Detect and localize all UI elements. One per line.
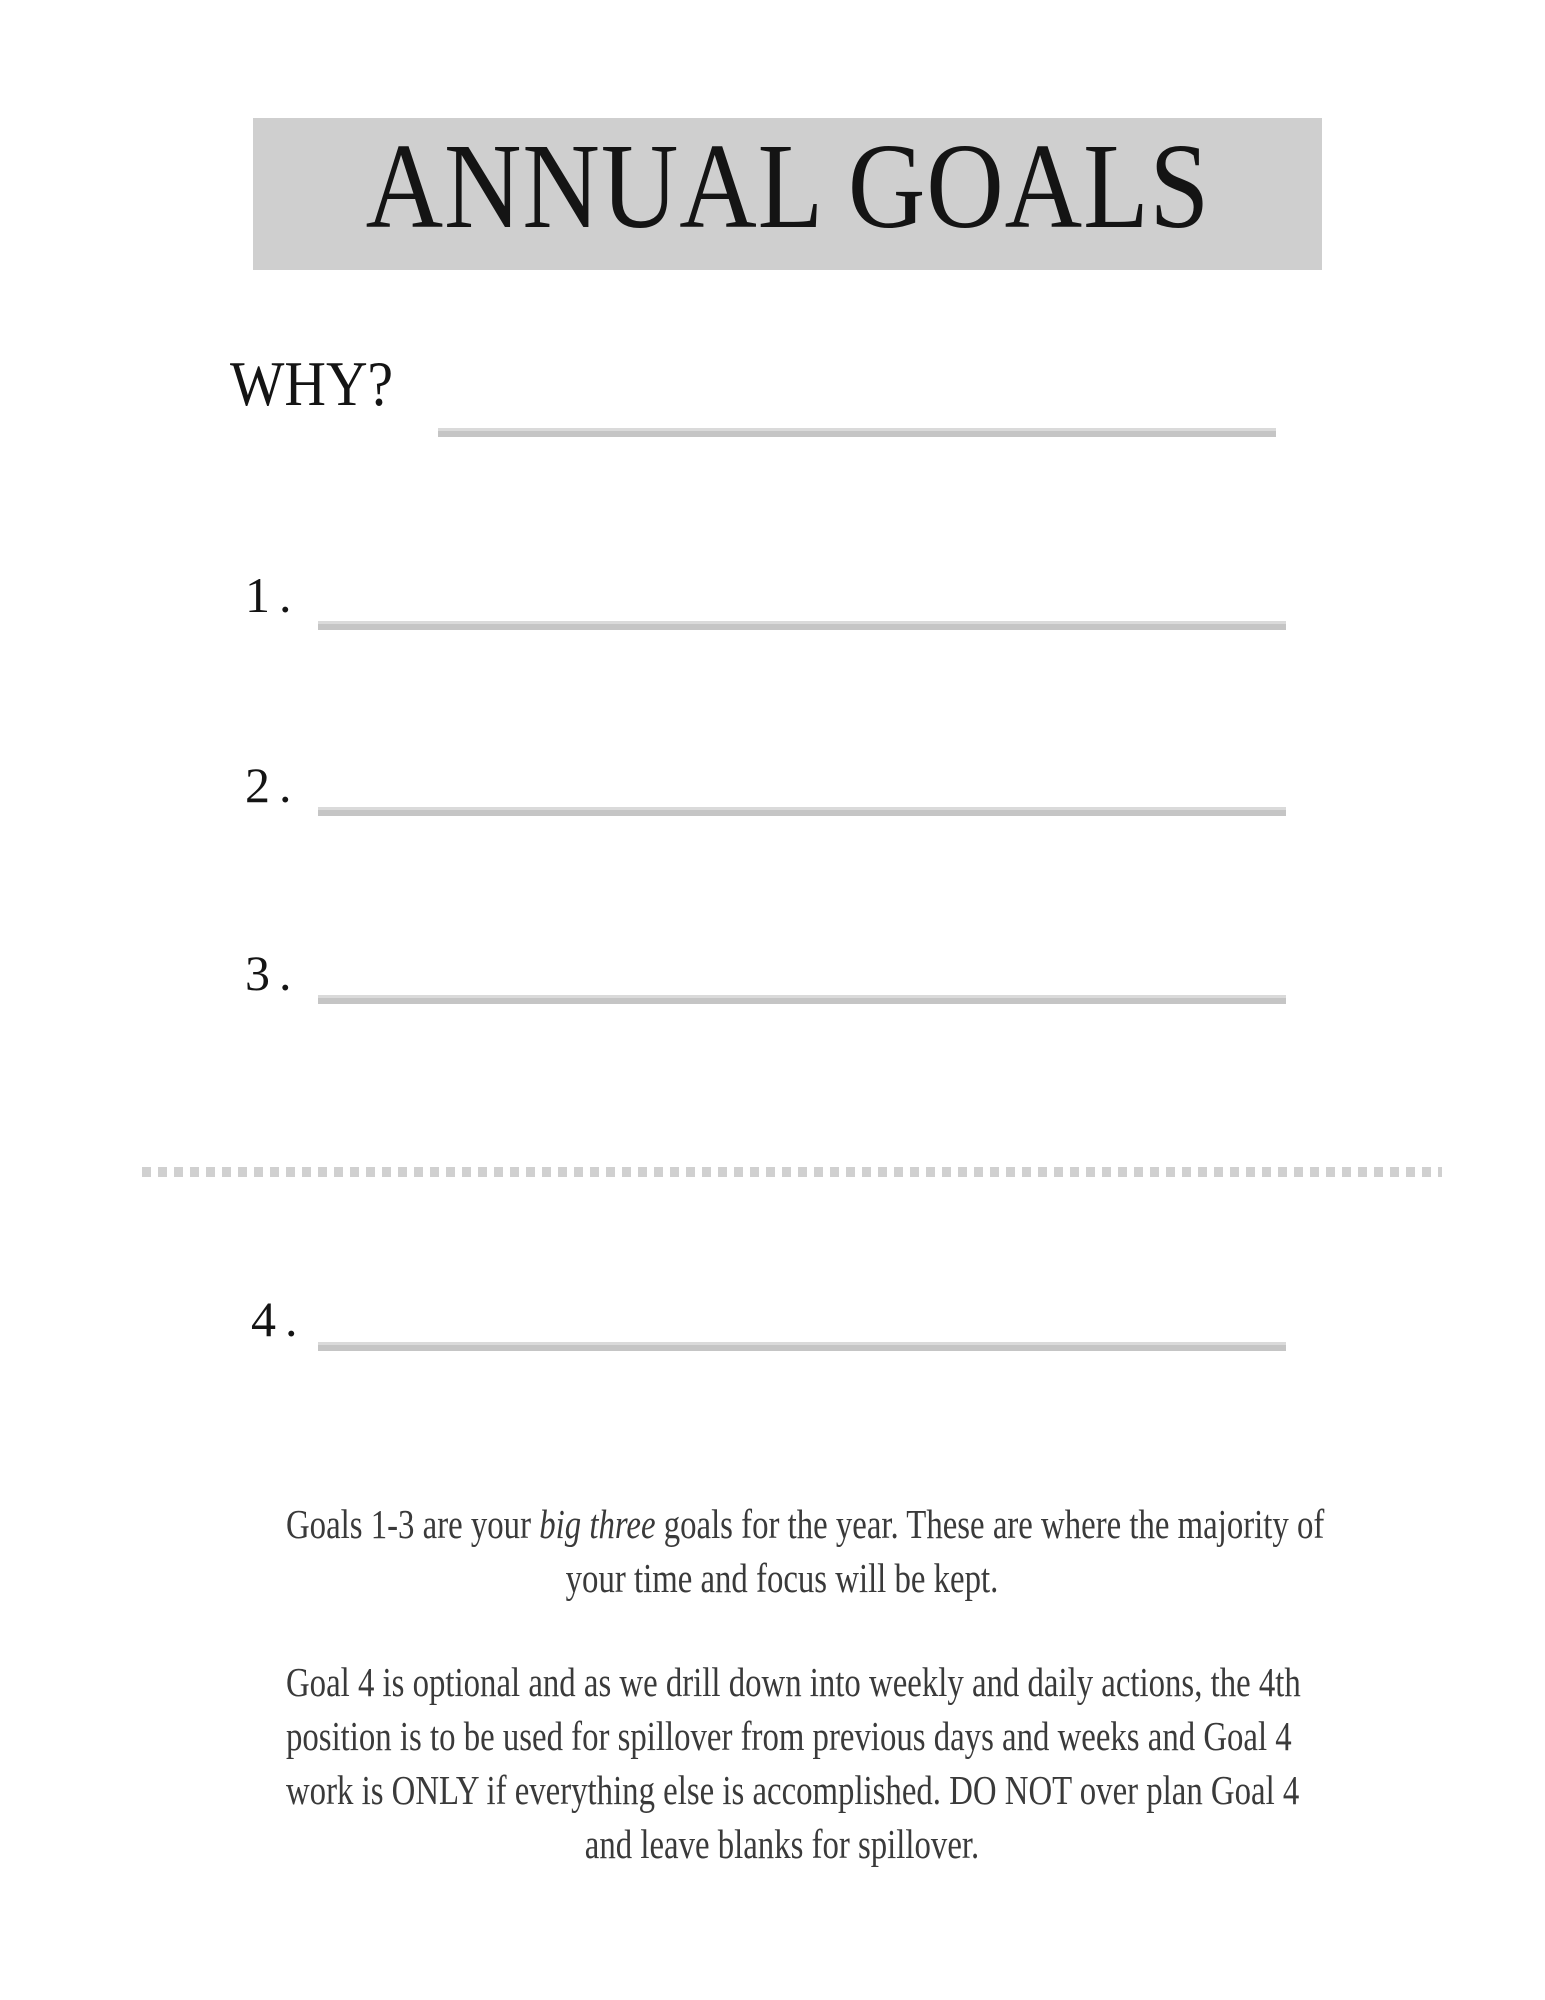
goal-3-number: 3.	[245, 945, 301, 1001]
goal-1-number: 1.	[245, 567, 301, 623]
dotted-divider	[142, 1167, 1442, 1177]
note-paragraph-2-line-4: and leave blanks for spillover.	[584, 1821, 980, 1867]
note-paragraph-2-line-2: position is to be used for spillover from previous days and weeks and Goal 4	[286, 1713, 1292, 1759]
note-text: Goals 1-3 are your	[286, 1501, 540, 1547]
goal-4-number: 4.	[251, 1291, 307, 1347]
goal-1-input-line[interactable]	[318, 621, 1286, 630]
goal-2-number: 2.	[245, 757, 301, 813]
note-text-italic: big three	[539, 1501, 656, 1547]
note-paragraph-2-line-1: Goal 4 is optional and as we drill down into weekly and daily actions, the 4th	[286, 1659, 1301, 1705]
goal-2-input-line[interactable]	[318, 807, 1286, 816]
title-banner	[253, 118, 1322, 270]
note-paragraph-2	[286, 1655, 1301, 1871]
note-paragraph-1-line-2: your time and focus will be kept.	[565, 1555, 999, 1601]
page-title: ANNUAL GOALS	[365, 119, 1210, 254]
goal-3-input-line[interactable]	[318, 995, 1286, 1004]
note-text: goals for the year. These are where the majority of	[655, 1501, 1325, 1547]
note-paragraph-1-line-1	[286, 1497, 1325, 1551]
why-input-line[interactable]	[438, 428, 1276, 437]
note-paragraph-1	[286, 1497, 1325, 1605]
why-label: WHY?	[230, 348, 394, 419]
note-paragraph-2-line-3: work is ONLY if everything else is accomplished. DO NOT over plan Goal 4	[286, 1767, 1300, 1813]
goal-4-input-line[interactable]	[318, 1342, 1286, 1351]
